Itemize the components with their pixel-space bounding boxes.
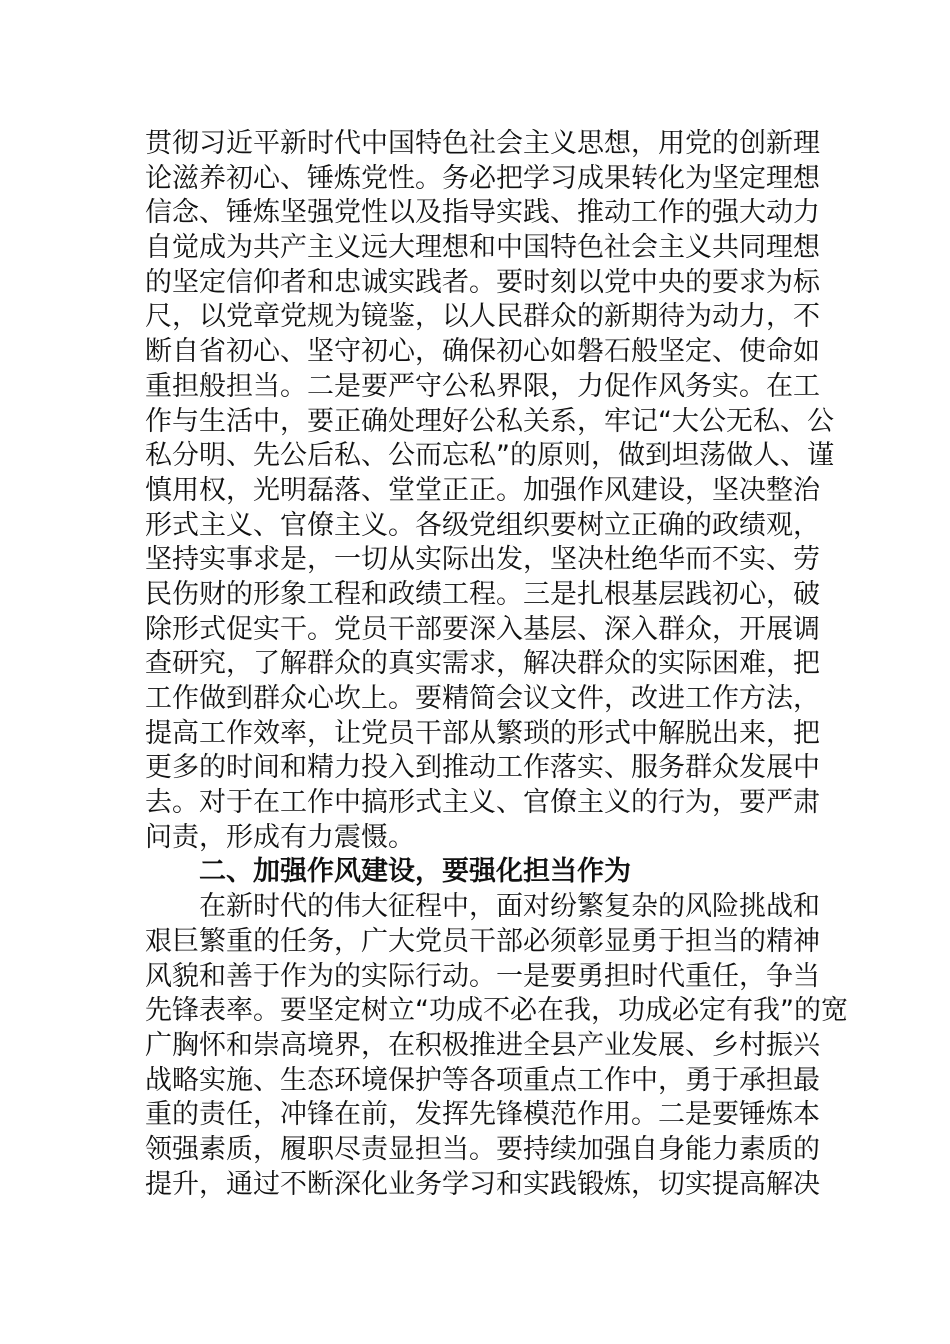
text-line: 先 锋 表 率 。 要 坚 定 树 立 “ 功 成 不 必 在 我 ， 功 成 必 定 有 我 ” 的 宽 [145,995,848,1027]
text-line: 尺 ， 以 党 章 党 规 为 镜 鉴 ， 以 人 民 群 众 的 新 期 待 为 动 力 ， 不 [145,301,820,333]
text-line: 信 念 、 锤 炼 坚 强 党 性 以 及 指 导 实 践 、 推 动 工 作 的 强 大 动 力 [145,197,820,229]
document-body [145,127,848,1202]
text-line: 战 略 实 施 、 生 态 环 境 保 护 等 各 项 重 点 工 作 中 ， 勇 于 承 担 最 [145,1064,820,1096]
text-line: 重 担 般 担 当 。 二 是 要 严 守 公 私 界 限 ， 力 促 作 风 务 实 。 在 工 [145,370,820,402]
text-line: 除 形 式 促 实 干 。 党 员 干 部 要 深 入 基 层 、 深 入 群 众 ， 开 展 调 [145,613,820,645]
text-line: 私 分 明 、 先 公 后 私 、 公 而 忘 私 ” 的 原 则 ， 做 到 坦 荡 做 人 、 谨 [145,440,834,472]
text-line: 去 。 对 于 在 工 作 中 搞 形 式 主 义 、 官 僚 主 义 的 行 为 ， 要 严 肃 [145,787,820,819]
text-line: 领 强 素 质 ， 履 职 尽 责 显 担 当 。 要 持 续 加 强 自 身 能 力 素 质 的 [145,1133,820,1165]
text-line: 坚 持 实 事 求 是 ， 一 切 从 实 际 出 发 ， 坚 决 杜 绝 华 而 不 实 、 劳 [145,544,820,576]
text-line: 的 坚 定 信 仰 者 和 忠 诚 实 践 者 。 要 时 刻 以 党 中 央 的 要 求 为 标 [145,266,820,298]
text-line: 问责，形成有力震慑。 [145,821,415,853]
text-line: 断 自 省 初 心 、 坚 守 初 心 ， 确 保 初 心 如 磐 石 般 坚 定 、 使 命 如 [145,336,820,368]
text-line: 作 与 生 活 中 ， 要 正 确 处 理 好 公 私 关 系 ， 牢 记 “ 大 公 无 私 、 公 [145,405,834,437]
text-line: 广 胸 怀 和 崇 高 境 界 ， 在 积 极 推 进 全 县 产 业 发 展 、 乡 村 振 兴 [145,1029,820,1061]
text-line: 查 研 究 ， 了 解 群 众 的 真 实 需 求 ， 解 决 群 众 的 实 际 困 难 ， 把 [145,648,820,680]
text-line: 自 觉 成 为 共 产 主 义 远 大 理 想 和 中 国 特 色 社 会 主 义 共 同 理 想 [145,232,820,264]
text-line: 提 升 ， 通 过 不 断 深 化 业 务 学 习 和 实 践 锻 炼 ， 切 实 提 高 解 决 [145,1168,820,1200]
text-line: 贯 彻 习 近 平 新 时 代 中 国 特 色 社 会 主 义 思 想 ， 用 党 的 创 新 理 [145,128,820,159]
text-line: 论 滋 养 初 心 、 锤 炼 党 性 。 务 必 把 学 习 成 果 转 化 为 坚 定 理 想 [145,162,820,194]
text-line: 更 多 的 时 间 和 精 力 投 入 到 推 动 工 作 落 实 、 服 务 群 众 发 展 中 [145,752,820,784]
text-line: 民 伤 财 的 形 象 工 程 和 政 绩 工 程 。 三 是 扎 根 基 层 践 初 心 ， 破 [145,578,820,610]
text-line: 风 貌 和 善 于 作 为 的 实 际 行 动 。 一 是 要 勇 担 时 代 重 任 ， 争 当 [145,960,820,992]
text-line: 慎 用 权 ， 光 明 磊 落 、 堂 堂 正 正 。 加 强 作 风 建 设 ， 坚 决 整 治 [145,474,820,506]
text-line: 形 式 主 义 、 官 僚 主 义 。 各 级 党 组 织 要 树 立 正 确 的 政 绩 观 ， [145,509,820,541]
text-line: 工 作 做 到 群 众 心 坎 上 。 要 精 简 会 议 文 件 ， 改 进 工 作 方 法 ， [145,683,820,714]
text-line: 重 的 责 任 ， 冲 锋 在 前 ， 发 挥 先 锋 模 范 作 用 。 二 是 要 锤 炼 本 [145,1099,820,1131]
text-line: 艰 巨 繁 重 的 任 务 ， 广 大 党 员 干 部 必 须 彰 显 勇 于 担 当 的 精 神 [145,925,820,957]
text-line: 在新时代的伟大征程中，面对纷繁复杂的风险挑战和 [199,891,820,923]
text-line: 提 高 工 作 效 率 ， 让 党 员 干 部 从 繁 琐 的 形 式 中 解 脱 出 来 ， 把 [145,717,820,749]
section-heading: 二、加强作风建设，要强化担当作为 [199,856,631,888]
